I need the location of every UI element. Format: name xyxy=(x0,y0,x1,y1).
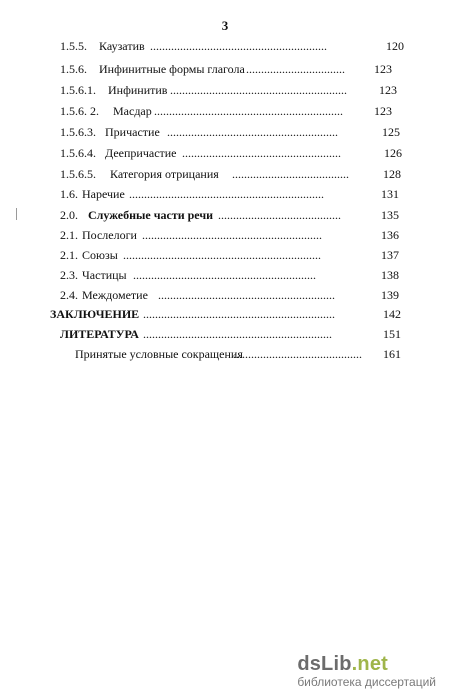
toc-leader-dots: ....................................... xyxy=(232,167,349,181)
toc-entry-number: 1.6. xyxy=(60,187,78,201)
toc-entry xyxy=(0,184,450,204)
toc-entry-number: 1.5.6.5. xyxy=(60,167,96,181)
toc-entry-title: ЛИТЕРАТУРА xyxy=(60,327,139,341)
toc-leader-dots: .................................................................. xyxy=(123,248,321,262)
toc-entry-title: Инфинитив xyxy=(108,83,168,97)
toc-entry-title: Послелоги xyxy=(82,228,137,242)
toc-leader-dots: ........................................................... xyxy=(170,83,347,97)
toc-entry-number: 2.1. xyxy=(60,248,78,262)
toc-leader-dots: ......................................................... xyxy=(167,125,338,139)
toc-entry xyxy=(0,80,450,100)
toc-entry-page: 137 xyxy=(381,248,399,262)
toc-leader-dots: ........................................... xyxy=(233,347,362,361)
toc-entry-number: 1.5.6. xyxy=(60,62,87,76)
toc-entry xyxy=(0,304,450,324)
toc-entry-page: 138 xyxy=(381,268,399,282)
toc-entry-title: Частицы xyxy=(82,268,127,282)
toc-entry-title: Инфинитные формы глагола xyxy=(99,62,245,76)
toc-entry-number: 1.5.5. xyxy=(60,39,87,53)
toc-leader-dots: ..................................................... xyxy=(182,146,341,160)
dslib-logo-suffix: .net xyxy=(351,653,389,675)
toc-entry-title: ЗАКЛЮЧЕНИЕ xyxy=(50,307,140,321)
toc-entry xyxy=(0,164,450,184)
toc-entry-page: 161 xyxy=(383,347,401,361)
toc-entry-title: Масдар xyxy=(113,104,152,118)
toc-entry-page: 123 xyxy=(374,62,392,76)
toc-entry xyxy=(0,324,450,344)
dslib-logo xyxy=(297,653,436,675)
toc-entry-number: 2.3. xyxy=(60,268,78,282)
toc-entry-number: 1.5.6.3. xyxy=(60,125,96,139)
toc-entry-number: 2.1. xyxy=(60,228,78,242)
toc-entry-page: 123 xyxy=(379,83,397,97)
toc-leader-dots: ............................................................... xyxy=(154,104,343,118)
toc-leader-dots: ......................................... xyxy=(218,208,341,222)
toc-entry xyxy=(0,285,450,305)
toc-leader-dots: ............................................................. xyxy=(133,268,316,282)
toc-entry xyxy=(0,143,450,163)
toc-entry-title: Категория отрицания xyxy=(110,167,219,181)
toc-entry-page: 151 xyxy=(383,327,401,341)
toc-entry-page: 126 xyxy=(384,146,402,160)
toc-entry-page: 142 xyxy=(383,307,401,321)
toc-entry xyxy=(0,225,450,245)
toc-entry-number: 2.0. xyxy=(60,208,78,222)
toc-entry-page: 139 xyxy=(381,288,399,302)
dslib-logo-main: dsLib xyxy=(297,653,352,675)
toc-entry-number: 1.5.6. 2. xyxy=(60,104,99,118)
toc-entry-page: 131 xyxy=(381,187,399,201)
toc-leader-dots: ........................................................... xyxy=(150,39,327,53)
dslib-tagline: библиотека диссертаций xyxy=(297,675,436,689)
toc-entry-title: Служебные части речи xyxy=(88,208,214,222)
toc-entry-title: Каузатив xyxy=(99,39,145,53)
page-number: 3 xyxy=(221,18,229,33)
toc-entry-page: 125 xyxy=(382,125,400,139)
toc-entry xyxy=(0,36,450,56)
toc-entry xyxy=(0,265,450,285)
toc-entry-page: 120 xyxy=(386,39,404,53)
toc-entry-number: 1.5.6.4. xyxy=(60,146,96,160)
toc-leader-dots: ............................................................... xyxy=(143,327,332,341)
toc-entry-title: Принятые условные сокращения xyxy=(75,347,243,361)
toc-entry xyxy=(0,122,450,142)
toc-entry-page: 128 xyxy=(383,167,401,181)
toc-entry-number: 1.5.6.1. xyxy=(60,83,96,97)
toc-entry xyxy=(0,205,450,225)
toc-entry-page: 123 xyxy=(374,104,392,118)
toc-entry xyxy=(0,344,450,364)
toc-entry-title: Союзы xyxy=(82,248,118,262)
dslib-watermark xyxy=(297,653,436,689)
toc-leader-dots: ............................................................ xyxy=(142,228,322,242)
toc-entry-title: Деепричастие xyxy=(105,146,177,160)
toc-entry-page: 135 xyxy=(381,208,399,222)
toc-leader-dots: ................................................................. xyxy=(129,187,324,201)
toc-entry-title: Причастие xyxy=(105,125,160,139)
toc-leader-dots: ........................................................... xyxy=(158,288,335,302)
toc-entry xyxy=(0,101,450,121)
toc-entry xyxy=(0,245,450,265)
toc-entry xyxy=(0,59,450,79)
toc-leader-dots: ................................................................ xyxy=(143,307,335,321)
toc-entry-number: 2.4. xyxy=(60,288,78,302)
toc-leader-dots: ................................. xyxy=(246,62,345,76)
toc-entry-page: 136 xyxy=(381,228,399,242)
toc-entry-title: Наречие xyxy=(82,187,125,201)
toc-entry-title: Междометие xyxy=(82,288,148,302)
